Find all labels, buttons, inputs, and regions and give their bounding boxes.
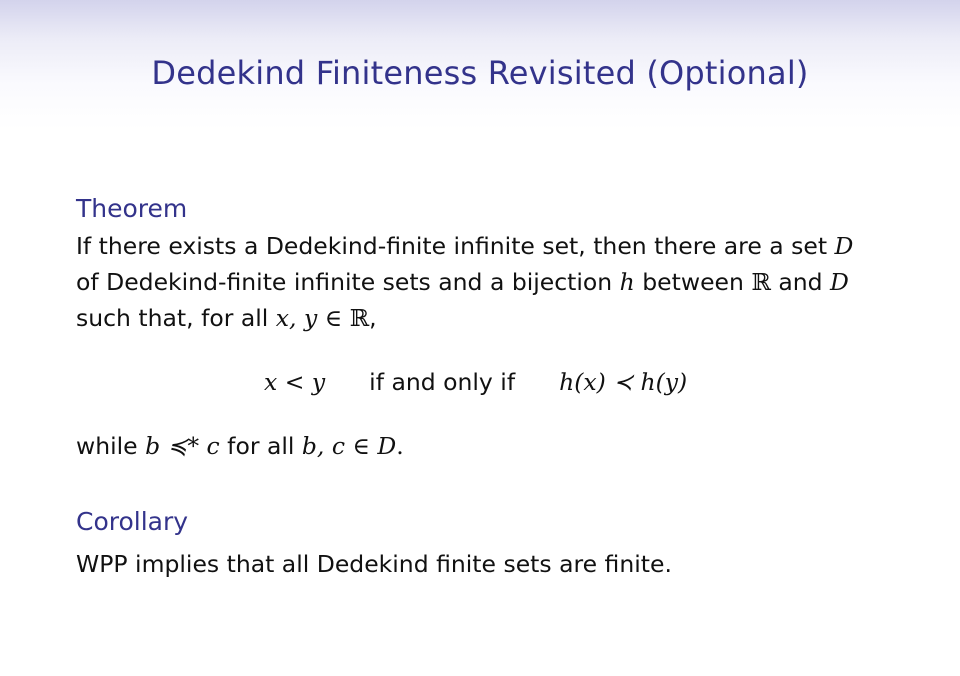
corollary-text: WPP implies that all Dedekind finite sets are finite. bbox=[76, 550, 672, 578]
math-in: ∈ bbox=[317, 304, 350, 332]
theorem-line-1 bbox=[76, 232, 853, 260]
text: and bbox=[770, 268, 831, 296]
theorem-label: Theorem bbox=[76, 194, 188, 223]
math-bc: b, c bbox=[301, 432, 346, 460]
period: . bbox=[396, 432, 404, 460]
text: while bbox=[76, 432, 146, 460]
math-rel: b ≼* c bbox=[145, 432, 220, 460]
iff-text: if and only if bbox=[369, 368, 516, 396]
text: such that, for all bbox=[76, 304, 276, 332]
theorem-line-3 bbox=[76, 304, 377, 332]
math-in: ∈ bbox=[345, 432, 378, 460]
math-h: h bbox=[619, 268, 635, 296]
math-reals: ℝ bbox=[349, 304, 370, 332]
math-D: D bbox=[377, 432, 397, 460]
text: , bbox=[369, 304, 377, 332]
math-reals: ℝ bbox=[751, 268, 771, 296]
text: between bbox=[634, 268, 752, 296]
theorem-while-line bbox=[76, 432, 404, 460]
text: for all bbox=[219, 432, 302, 460]
math-lhs: x < y bbox=[264, 368, 326, 396]
math-D: D bbox=[830, 268, 849, 296]
text: of Dedekind-finite infinite sets and a bijection bbox=[76, 268, 620, 296]
display-equation bbox=[264, 368, 687, 396]
theorem-line-2 bbox=[76, 268, 849, 296]
math-D: D bbox=[834, 232, 854, 260]
corollary-label: Corollary bbox=[76, 507, 189, 536]
math-rhs: h(x) ≺ h(y) bbox=[559, 368, 688, 396]
text: If there exists a Dedekind-finite infinite set, then there are a set bbox=[76, 232, 835, 260]
slide-title: Dedekind Finiteness Revisited (Optional) bbox=[151, 54, 809, 92]
math-xy: x, y bbox=[275, 304, 318, 332]
